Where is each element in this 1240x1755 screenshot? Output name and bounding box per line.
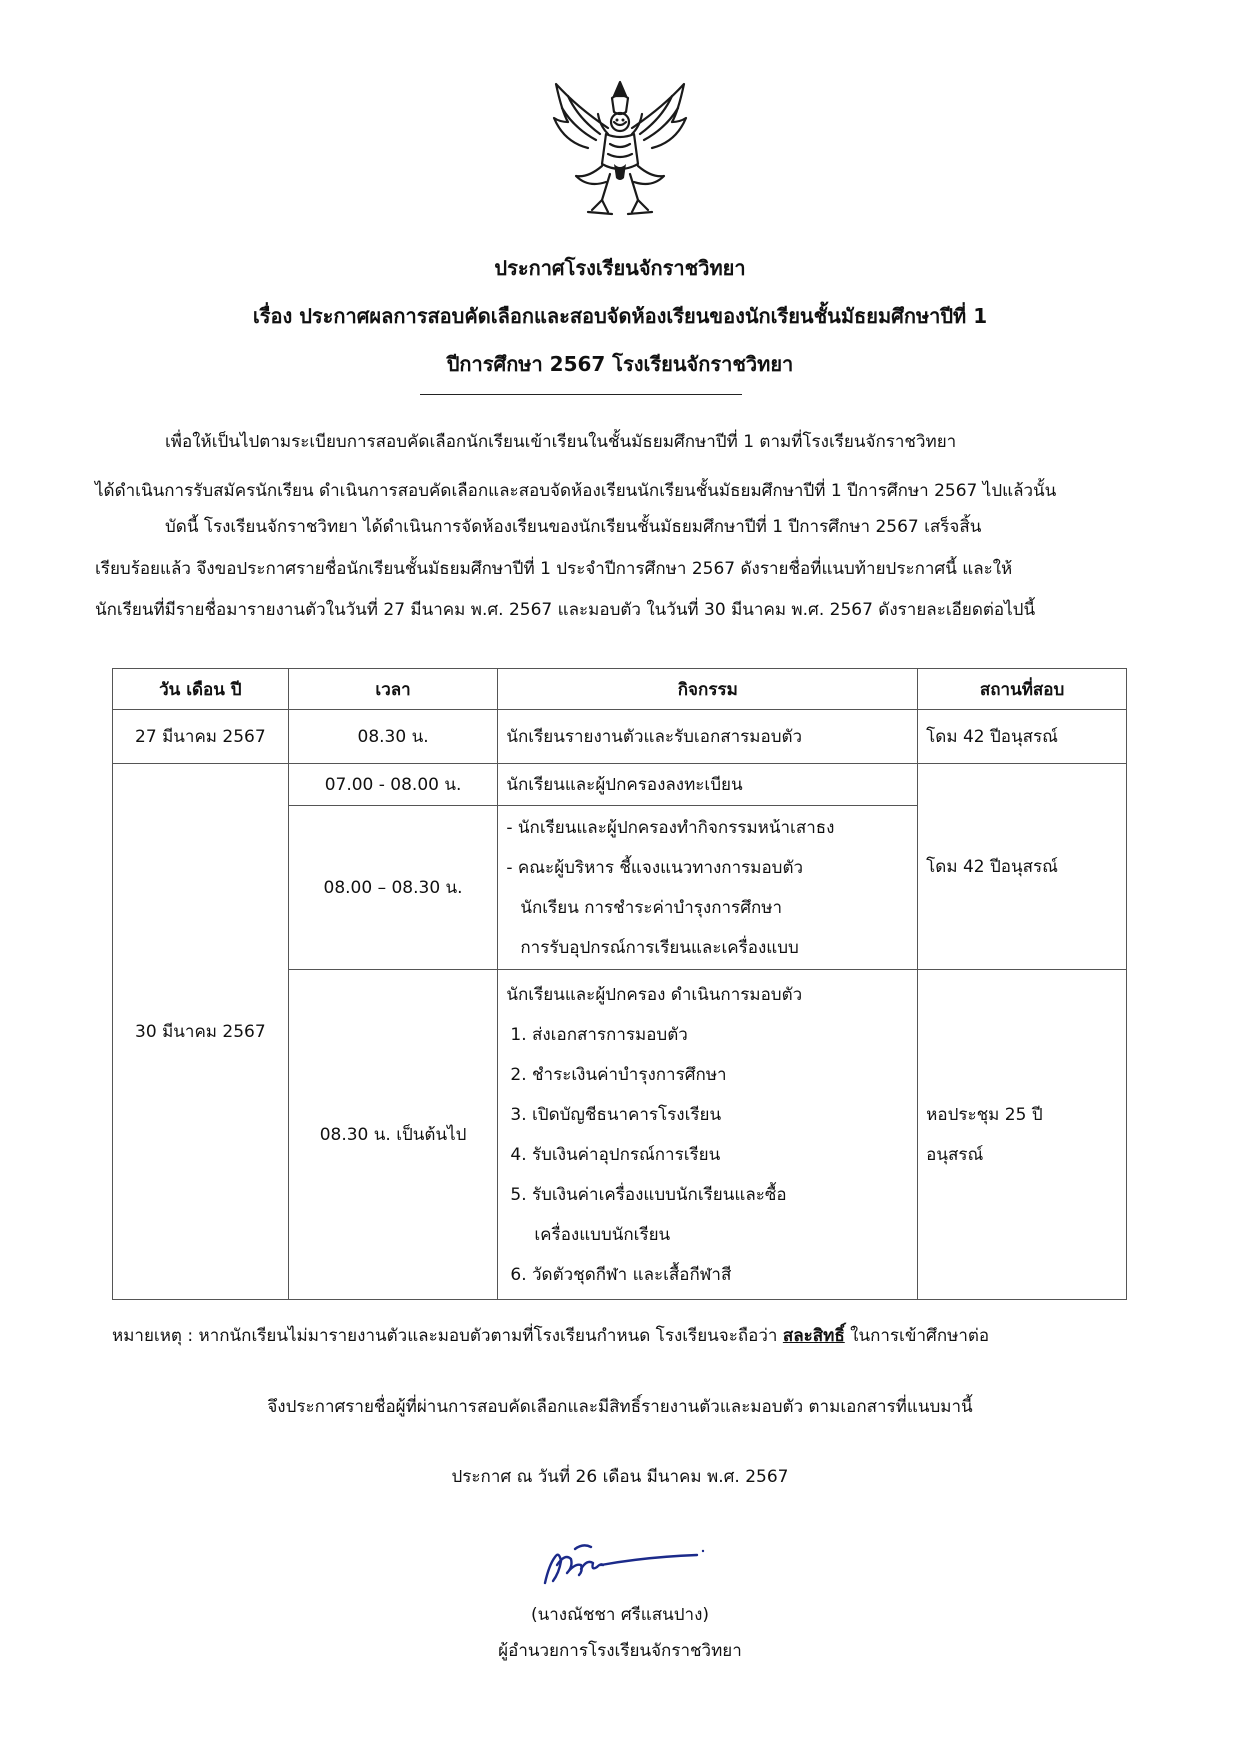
handwritten-signature-icon xyxy=(535,1535,705,1595)
slot2-time: 08.00 – 08.30 น. xyxy=(288,806,498,970)
header-time: เวลา xyxy=(288,669,498,710)
title-divider xyxy=(420,394,742,395)
slot3-line: นักเรียนและผู้ปกครอง ดำเนินการมอบตัว xyxy=(506,984,803,1005)
slot3-line: 1. ส่งเอกสารการมอบตัว xyxy=(510,1024,688,1045)
slot3-line: 4. รับเงินค่าอุปกรณ์การเรียน xyxy=(510,1144,721,1165)
slot2-line: การรับอุปกรณ์การเรียนและเครื่องแบบ xyxy=(520,937,799,958)
slot2-line: - คณะผู้บริหาร ชี้แจงแนวทางการมอบตัว xyxy=(506,857,804,878)
signer-name: (นางณัชชา ศรีแสนปาง) xyxy=(530,1605,710,1625)
title-line-2: เรื่อง ประกาศผลการสอบคัดเลือกและสอบจัดห้องเรียนของนักเรียนชั้นมัธยมศึกษาปีที่ 1 xyxy=(252,304,988,328)
slot3-line: 2. ชำระเงินค่าบำรุงการศึกษา xyxy=(510,1064,727,1085)
slot3-line: เครื่องแบบนักเรียน xyxy=(534,1224,671,1245)
header-date: วัน เดือน ปี xyxy=(113,669,289,710)
announce-text: จึงประกาศรายชื่อผู้ที่ผ่านการสอบคัดเลือกและมีสิทธิ์รายงานตัวและมอบตัว ตามเอกสารที่แนบมานี้ xyxy=(267,1397,973,1417)
slot2-line: - นักเรียนและผู้ปกครองทำกิจกรรมหน้าเสาธง xyxy=(506,817,835,838)
row1-date: 27 มีนาคม 2567 xyxy=(113,710,289,764)
slot3-line: 6. วัดตัวชุดกีฬา และเสื้อกีฬาสี xyxy=(510,1264,732,1285)
day2-date: 30 มีนาคม 2567 xyxy=(113,764,289,1300)
slot3-line: 3. เปิดบัญชีธนาคารโรงเรียน xyxy=(510,1104,722,1125)
paragraph-1-line-1: เพื่อให้เป็นไปตามระเบียบการสอบคัดเลือกนักเรียนเข้าเรียนในชั้นมัธยมศึกษาปีที่ 1 ตามที่โรงเรียนจักราชวิทยา xyxy=(165,432,957,452)
row1-activity: นักเรียนรายงานตัวและรับเอกสารมอบตัว xyxy=(498,710,918,764)
table-row xyxy=(113,764,1127,806)
slot2-activity xyxy=(498,806,918,970)
title-line-1: ประกาศโรงเรียนจักราชวิทยา xyxy=(494,256,746,280)
slot1-activity: นักเรียนและผู้ปกครองลงทะเบียน xyxy=(498,764,918,806)
row1-time: 08.30 น. xyxy=(288,710,498,764)
remark-suffix: ในการเข้าศึกษาต่อ xyxy=(844,1326,990,1346)
header-activity: กิจกรรม xyxy=(498,669,918,710)
schedule-table xyxy=(112,668,1127,1300)
place-hall-line: อนุสรณ์ xyxy=(926,1144,984,1165)
paragraph-2-line-2: เรียบร้อยแล้ว จึงขอประกาศรายชื่อนักเรียนชั้นมัธยมศึกษาปีที่ 1 ประจำปีการศึกษา 2567 ดังรายชื่อที่แนบท้ายประกาศนี้ และให้ xyxy=(95,559,1013,579)
slot1-time: 07.00 - 08.00 น. xyxy=(288,764,498,806)
row1-place: โดม 42 ปีอนุสรณ์ xyxy=(918,710,1127,764)
garuda-emblem-icon xyxy=(548,78,692,220)
signer-position: ผู้อำนวยการโรงเรียนจักราชวิทยา xyxy=(498,1641,742,1661)
place-hall xyxy=(918,970,1127,1300)
place-hall-line: หอประชุม 25 ปี xyxy=(926,1104,1043,1125)
slot3-line: 5. รับเงินค่าเครื่องแบบนักเรียนและซื้อ xyxy=(510,1184,787,1205)
paragraph-2-line-1: บัดนี้ โรงเรียนจักราชวิทยา ได้ดำเนินการจัดห้องเรียนของนักเรียนชั้นมัธยมศึกษาปีที่ 1 ปีการศึกษา 2567 เสร็จสิ้น xyxy=(165,517,982,537)
title-line-3: ปีการศึกษา 2567 โรงเรียนจักราชวิทยา xyxy=(446,352,794,376)
paragraph-1-line-2: ได้ดำเนินการรับสมัครนักเรียน ดำเนินการสอบคัดเลือกและสอบจัดห้องเรียนนักเรียนชั้นมัธยมศึกษาปีที่ 1 ปีการศึกษา 2567 ไปแล้วนั้น xyxy=(95,481,1057,501)
slot2-line: นักเรียน การชำระค่าบำรุงการศึกษา xyxy=(520,897,783,918)
announce-date: ประกาศ ณ วันที่ 26 เดือน มีนาคม พ.ศ. 2567 xyxy=(451,1467,789,1487)
header-place: สถานที่สอบ xyxy=(918,669,1127,710)
remark-prefix: หมายเหตุ : หากนักเรียนไม่มารายงานตัวและมอบตัวตามที่โรงเรียนกำหนด โรงเรียนจะถือว่า xyxy=(112,1326,783,1346)
slot3-activity xyxy=(498,970,918,1300)
table-row xyxy=(113,710,1127,764)
place-dome: โดม 42 ปีอนุสรณ์ xyxy=(918,764,1127,970)
slot3-time: 08.30 น. เป็นต้นไป xyxy=(288,970,498,1300)
table-header-row xyxy=(113,669,1127,710)
remark-emphasis: สละสิทธิ์ xyxy=(782,1326,845,1346)
paragraph-2-line-3: นักเรียนที่มีรายชื่อมารายงานตัวในวันที่ 27 มีนาคม พ.ศ. 2567 และมอบตัว ในวันที่ 30 มีนาคม พ.ศ. 2567 ดังรายละเอียดต่อไปนี้ xyxy=(95,600,1036,620)
remark-note xyxy=(112,1323,989,1349)
